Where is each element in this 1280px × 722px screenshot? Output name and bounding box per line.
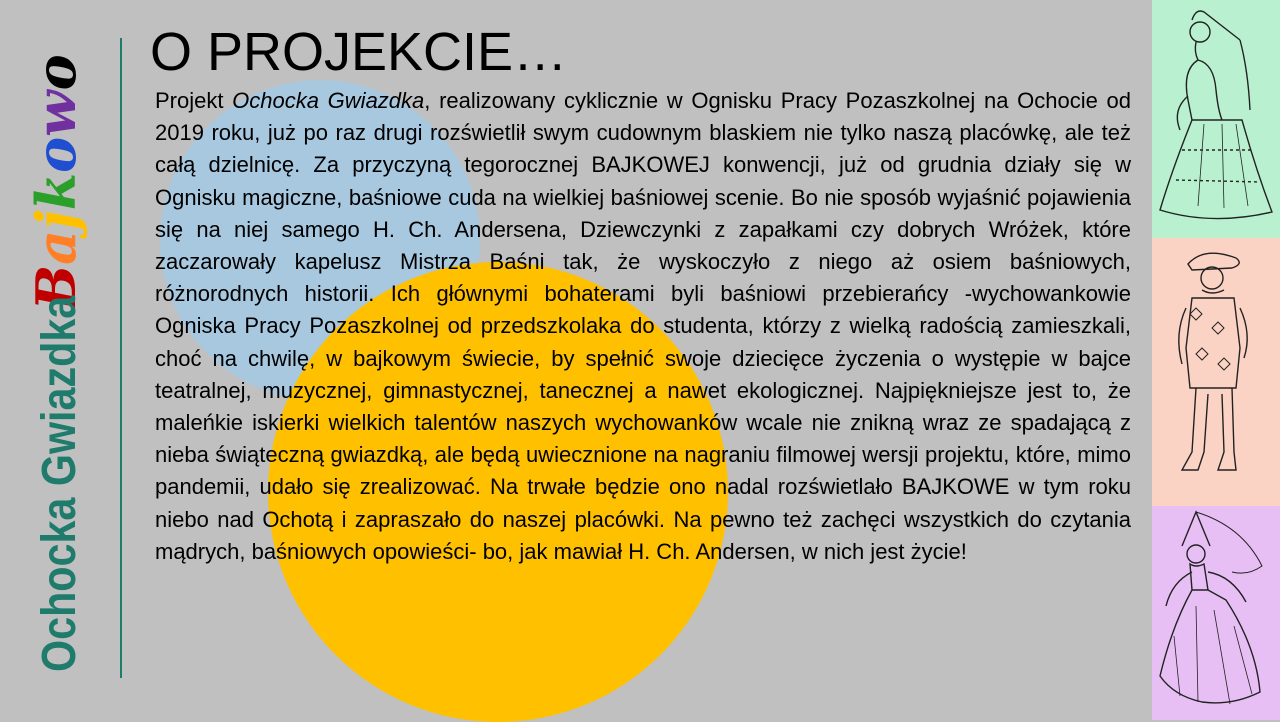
illustration-panel-page — [1152, 238, 1280, 506]
colored-letter: a — [24, 229, 88, 265]
colored-letter: B — [24, 264, 88, 311]
vertical-divider — [120, 38, 122, 678]
colored-letter: w — [24, 90, 88, 137]
illustration-panel-lady — [1152, 0, 1280, 238]
project-name: Ochocka Gwiazdka — [232, 88, 425, 113]
medieval-lady-icon — [1152, 0, 1280, 238]
colored-letter: o — [24, 54, 88, 91]
colored-letter: k — [24, 172, 88, 211]
colored-letter: j — [24, 210, 88, 230]
vertical-project-title — [24, 54, 88, 672]
slide-title: O PROJEKCIE… — [150, 22, 568, 82]
colored-letter: o — [24, 136, 88, 173]
vertical-title-main: Ochocka Gwiazdka — [33, 295, 86, 672]
illustration-panel-princess — [1152, 506, 1280, 720]
description-intro: Projekt — [155, 88, 233, 113]
medieval-page-icon — [1152, 238, 1280, 506]
description-text: , realizowany cyklicznie w Ognisku Pracy Pozaszkolnej na Ochocie od 2019 roku, już po raz drugi rozświetlił swym cudownym blaskiem nie tylko naszą placówkę, ale też całą dzielnicę. Za przyczyną tegorocznej BAJKOWEJ konwencji, już od grudnia działy się w Ognisku magiczne, baśniowe cuda na wielkiej baśniowej scenie. Bo nie sposób wyjaśnić pojawienia się na niej samego H. Ch. Andersena, Dziewczynki z zapałkami czy dobrych Wróżek, które zaczarowały kapelusz Mistrza Baśni tak, że wyskoczyło z niego aż osiem baśniowych, różnorodnych historii. Ich głównymi bohaterami byli baśniowi przebierańcy -wychowankowie Ogniska Pracy Pozaszkolnej od przedszkolaka do studenta, którzy z wielką radością zamieszkali, choć na chwilę, w bajkowym świecie, by spełnić swoje dziecięce życzenia o występie w bajce teatralnej, muzycznej, gimnastycznej, tanecznej a nawet ekologicznej. Najpiękniejsze jest to, że maleńkie iskierki wielkich talentów naszych wychowanków wcale nie znikną wraz ze spadającą z nieba świąteczną gwiazdką, ale będą uwiecznione na nagraniu filmowej wersji projektu, które, mimo pandemii, udało się zrealizować. Na trwałe będzie ono nadal rozświetlało BAJKOWE w tym roku niebo nad Ochotą i zapraszało do naszej placówki. Na pewno też zachęci wszystkich do czytania mądrych, baśniowych opowieści- bo, jak mawiał H. Ch. Andersen, w nich jest życie! — [155, 88, 1131, 564]
project-description — [155, 85, 1131, 568]
vertical-title-colored — [24, 54, 88, 311]
dancing-princess-icon — [1152, 506, 1280, 720]
